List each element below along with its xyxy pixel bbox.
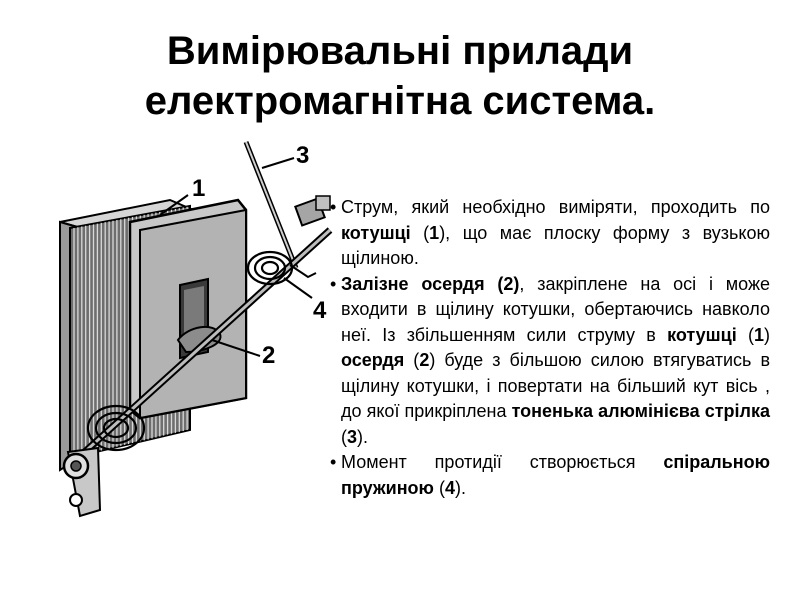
bold-text: тоненька алюмінієва стрілка [511,401,770,421]
bold-text: Залізне осердя (2) [341,273,520,294]
title-line-1: Вимірювальні прилади [166,29,634,73]
bullet-icon: • [330,452,337,472]
text-run: , закріплене на осі і може входити в щілину котушки, обертаючись навколо неї. Із збільшенням сили струму в [341,273,771,345]
bold-text: 4 [444,477,455,498]
text-run: Момент протидії створюється [341,452,664,472]
leader-line-3 [262,158,294,168]
bold-text: котушці [667,324,737,345]
label-1: 1 [192,175,206,202]
bold-text: осердя [341,350,405,370]
text-run: ( [433,477,445,498]
text-run: ( [404,350,420,370]
bold-text: 2 [419,350,430,370]
bold-text: спіральною пружиною [341,452,770,498]
title-line-2: електромагнітна система. [144,79,656,123]
bullet-icon: • [330,197,337,217]
bold-text: 1 [754,324,765,345]
text-run: ( [736,324,754,345]
page-title [0,26,800,126]
bullet-icon: • [330,273,337,294]
bold-text: 3 [347,426,358,447]
bold-text: 1 [429,222,440,243]
leader-line-4 [284,278,312,298]
text-run: Струм, який необхідно виміряти, проходить по [341,197,770,217]
description-list [330,195,770,501]
label-2: 2 [262,342,276,369]
text-run: ). [357,426,369,447]
description-item [330,272,770,451]
description-item [330,195,770,272]
description-item [330,450,770,501]
bold-text: котушці [341,222,411,243]
text-run: ). [454,477,466,498]
label-4: 4 [313,297,327,324]
text-run: ) буде з більшою силою втягуватись в щілину котушки, і повертати на більший кут вісь , до якої прикріплена [341,350,771,421]
bottom-bracket [64,448,100,516]
text-run: ( [341,426,347,447]
coil-front-flange [130,200,246,418]
label-3: 3 [296,142,310,169]
electromagnetic-instrument-illustration [0,120,350,600]
text-run: ), що має плоску форму з вузькою щілиною. [341,222,770,268]
text-run: ) [764,324,771,345]
text-run: ( [410,222,430,243]
